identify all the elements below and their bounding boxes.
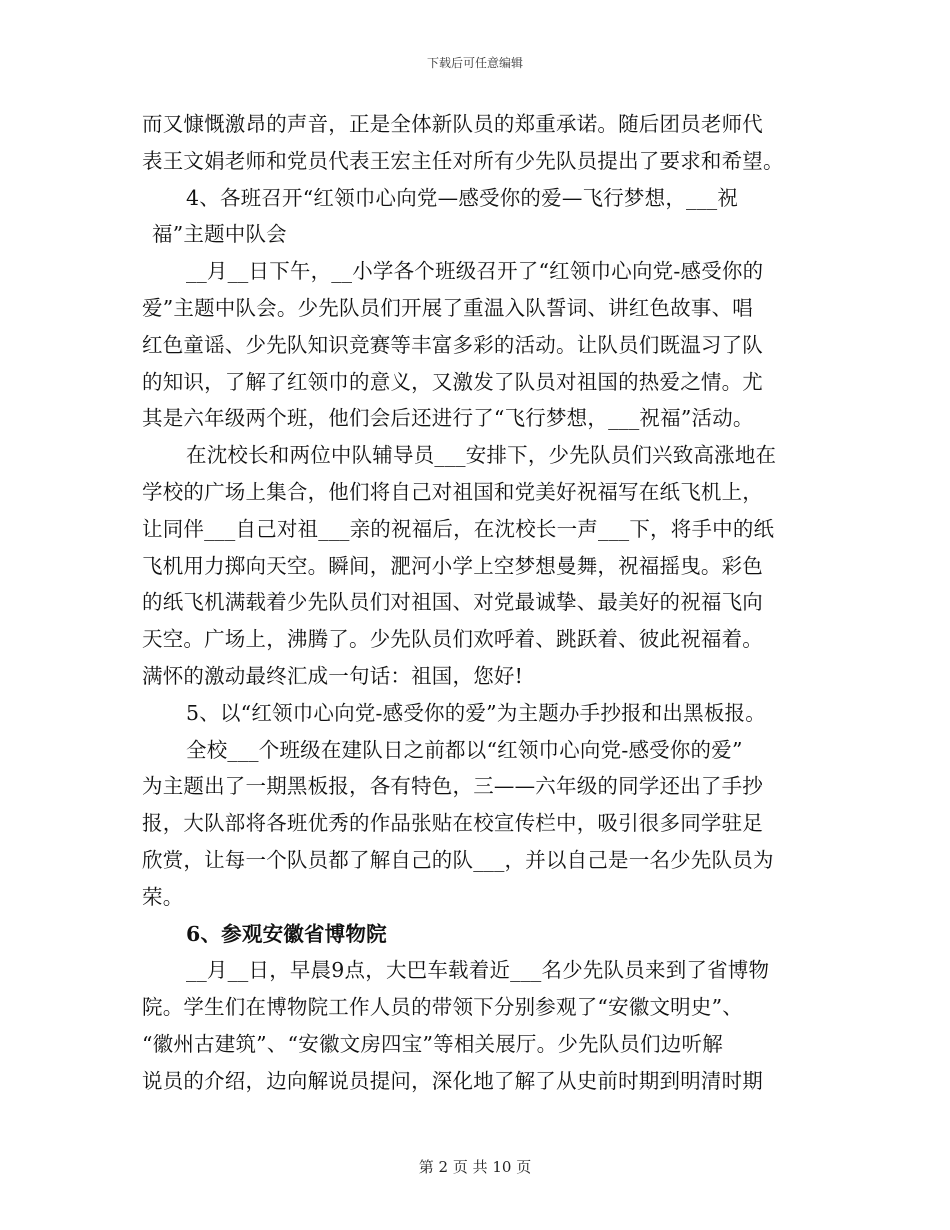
body-line: 学校的广场上集合，他们将自己对祖国和党美好祝福写在纸飞机上， (142, 479, 763, 504)
section-heading-4-cont: 福”主题中队会 (152, 222, 287, 247)
body-line: 全校___个班级在建队日之前都以“红领巾心向党-感受你的爱” (186, 737, 743, 762)
body-line: 说员的介绍，边向解说员提问，深化地了解了从史前时期到明清时期 (142, 1068, 763, 1093)
body-line: 的纸飞机满载着少先队员们对祖国、对党最诚挚、最美好的祝福飞向 (142, 590, 763, 615)
page-footer: 第 2 页 共 10 页 (418, 1158, 532, 1176)
body-line: 而又慷慨激昂的声音，正是全体新队员的郑重承诺。随后团员老师代 (142, 112, 763, 136)
body-line: 满怀的激动最终汇成一句话：祖国，您好! (142, 663, 524, 688)
body-line: 飞机用力掷向天空。瞬间，淝河小学上空梦想曼舞，祝福摇曳。彩色 (142, 553, 763, 578)
section-heading-4: 4、各班召开“红领巾心向党—感受你的爱—飞行梦想，___祝 (186, 185, 739, 210)
body-line: 在沈校长和两位中队辅导员___安排下，少先队员们兴致高涨地在 (186, 443, 777, 468)
body-line: 报，大队部将各班优秀的作品张贴在校宣传栏中，吸引很多同学驻足 (142, 811, 763, 836)
body-line: 为主题出了一期黑板报，各有特色，三——六年级的同学还出了手抄 (142, 774, 763, 799)
body-line: 其是六年级两个班，他们会后还进行了“飞行梦想，___祝福”活动。 (142, 406, 754, 431)
body-line: 红色童谣、少先队知识竞赛等丰富多彩的活动。让队员们既温习了队 (142, 332, 763, 357)
page-header: 下载后可任意编辑 (426, 56, 523, 70)
body-line: 的知识，了解了红领巾的意义，又激发了队员对祖国的热爱之情。尤 (142, 369, 763, 394)
body-line: 爱”主题中队会。少先队员们开展了重温入队誓词、讲红色故事、唱 (142, 295, 753, 320)
section-heading-5: 5、以“红领巾心向党-感受你的爱”为主题办手抄报和出黑板报。 (186, 700, 766, 725)
body-line: 荣。 (142, 884, 184, 909)
section-heading-6: 6、参观安徽省博物院 (186, 921, 387, 946)
body-line: “徽州古建筑”、“安徽文房四宝”等相关展厅。少先队员们边听解 (142, 1031, 723, 1056)
body-line: 欣赏，让每一个队员都了解自己的队___，并以自己是一名少先队员为 (142, 847, 774, 872)
document-body (142, 106, 812, 1100)
body-line: 表王文娟老师和党员代表王宏主任对所有少先队员提出了要求和希望。 (142, 148, 784, 173)
body-line: __月__日下午，__小学各个班级召开了“红领巾心向党-感受你的 (186, 259, 764, 284)
body-line: __月__日，早晨9点，大巴车载着近___名少先队员来到了省博物 (186, 958, 770, 983)
body-line: 院。学生们在博物院工作人员的带领下分别参观了“安徽文明史”、 (142, 995, 743, 1020)
body-line: 天空。广场上，沸腾了。少先队员们欢呼着、跳跃着、彼此祝福着。 (142, 627, 763, 652)
body-line: 让同伴___自己对祖___亲的祝福后，在沈校长一声___下，将手中的纸 (142, 516, 775, 541)
